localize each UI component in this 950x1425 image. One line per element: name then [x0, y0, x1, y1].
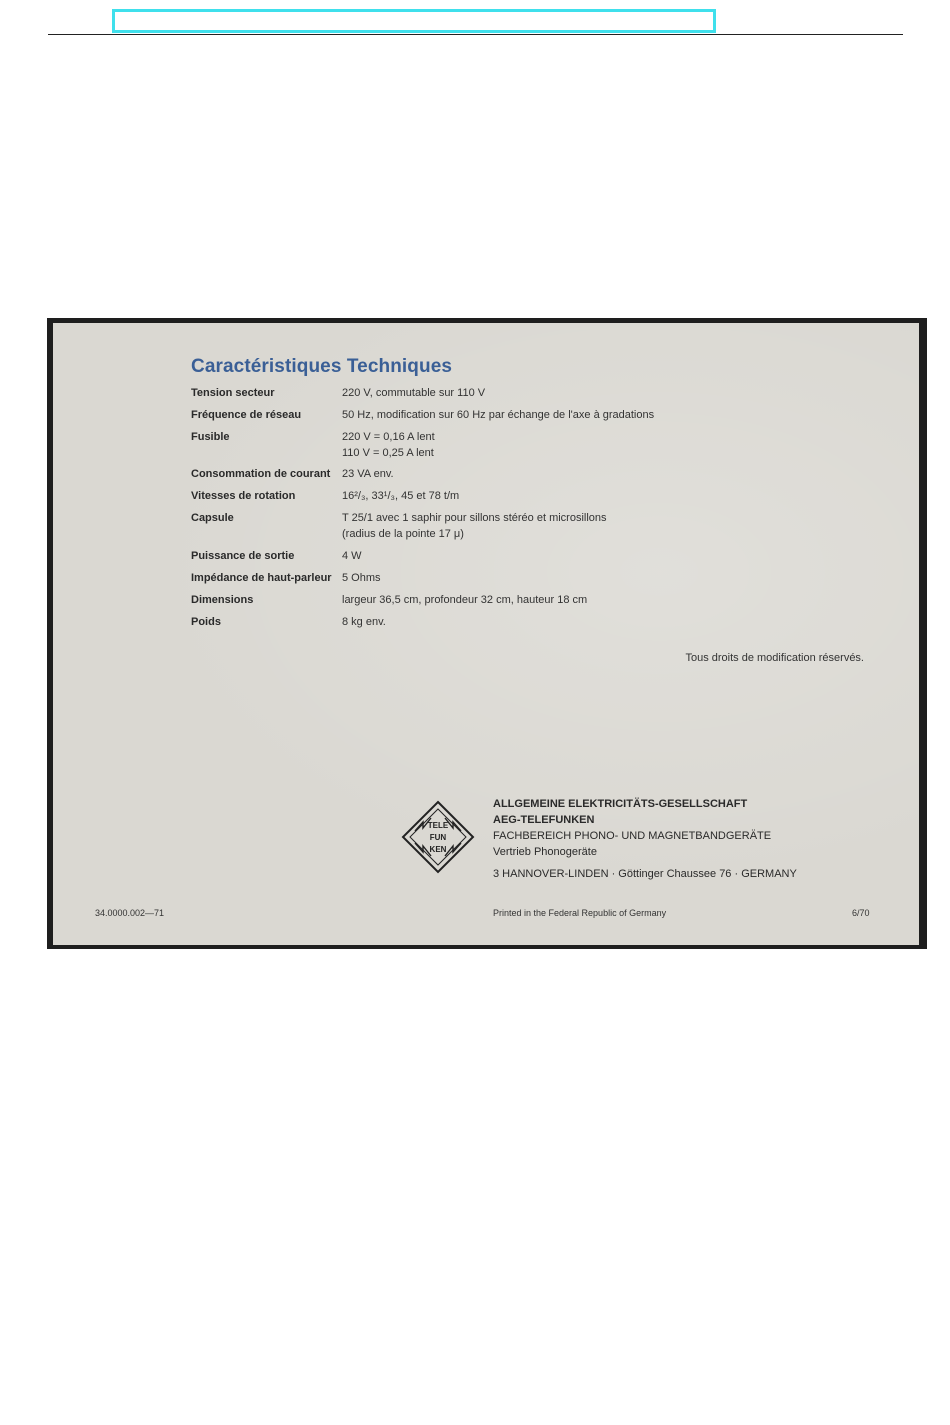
spec-label: Vitesses de rotation [191, 490, 296, 502]
manual-sheet [53, 323, 919, 945]
rights-reserved-note: Tous droits de modification réservés. [685, 652, 864, 664]
company-block [493, 796, 797, 882]
scanned-page [47, 318, 927, 949]
document-number: 34.0000.002—71 [95, 908, 165, 918]
spec-label: Dimensions [191, 594, 254, 606]
printed-in-note: Printed in the Federal Republic of Germany [493, 908, 667, 918]
spec-value: largeur 36,5 cm, profondeur 32 cm, hauteur 18 cm [342, 594, 588, 606]
spec-value: 5 Ohms [342, 572, 381, 584]
spec-value: T 25/1 avec 1 saphir pour sillons stéréo et microsillons [342, 512, 607, 524]
header-highlight-box [112, 9, 716, 33]
spec-label: Impédance de haut-parleur [191, 572, 332, 584]
logo-text-line: FUN [429, 833, 447, 842]
company-brand: AEG-TELEFUNKEN [493, 814, 595, 826]
spec-value: 50 Hz, modification sur 60 Hz par échange de l'axe à gradations [342, 409, 655, 421]
spec-value: 4 W [342, 550, 362, 562]
spec-label: Tension secteur [191, 387, 275, 399]
spec-label: Poids [191, 616, 221, 628]
logo-text-line: KEN [429, 845, 447, 854]
spec-value-second-line: 110 V = 0,25 A lent [342, 447, 434, 459]
date-code: 6/70 [852, 908, 870, 918]
telefunken-logo [401, 800, 475, 874]
company-address: 3 HANNOVER-LINDEN · Göttinger Chaussee 76 · GERMANY [493, 868, 797, 880]
spec-label: Consommation de courant [191, 468, 331, 480]
spec-label: Capsule [191, 512, 234, 524]
spec-value-second-line: (radius de la pointe 17 μ) [342, 528, 464, 540]
spec-label: Puissance de sortie [191, 550, 295, 562]
company-division: FACHBEREICH PHONO- UND MAGNETBANDGERÄTE [493, 830, 772, 842]
spec-value: 16²/₃, 33¹/₃, 45 et 78 t/m [342, 490, 460, 502]
logo-text-line: TELE [427, 821, 449, 830]
company-department: Vertrieb Phonogeräte [493, 846, 597, 858]
spec-label: Fusible [191, 431, 230, 443]
spec-value: 220 V, commutable sur 110 V [342, 387, 486, 399]
spec-label: Fréquence de réseau [191, 409, 302, 421]
spec-value: 23 VA env. [342, 468, 394, 480]
page-title: Caractéristiques Techniques [191, 356, 453, 377]
spec-value: 220 V = 0,16 A lent [342, 431, 435, 443]
company-name: ALLGEMEINE ELEKTRICITÄTS-GESELLSCHAFT [493, 798, 748, 810]
spec-value: 8 kg env. [342, 616, 386, 628]
header-rule [48, 34, 903, 35]
